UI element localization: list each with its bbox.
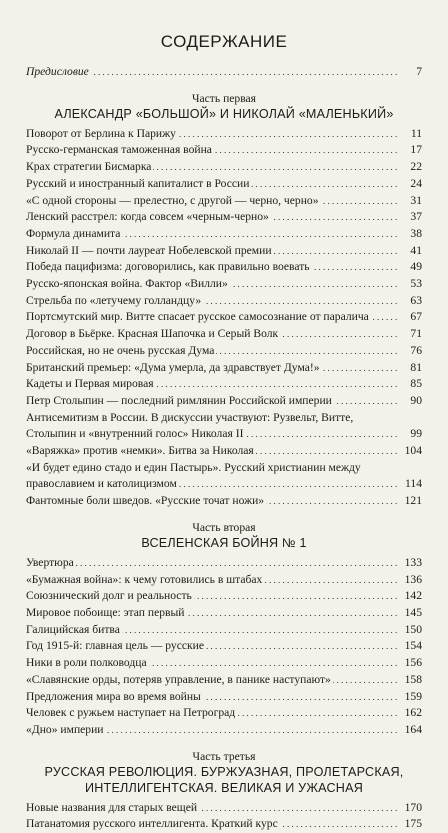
- toc-entry-page: 7: [414, 64, 422, 81]
- toc-entry: [26, 816, 422, 833]
- toc-entry-page: 136: [403, 572, 422, 589]
- toc-entry-text: «Бумажная война»: к чему готовились в штабах: [26, 572, 263, 586]
- toc-entry-text: Антисемитизм в России. В дискуссии участвуют: Рузвельт, Витте, Столыпин и «внутренний голос» Николая II: [26, 410, 354, 441]
- toc-entry-text: Кадеты и Первая мировая: [26, 377, 154, 391]
- toc-entry-text: Предложения мира во время войны: [26, 689, 201, 703]
- toc-entry: [26, 555, 422, 572]
- toc-entry-page: 67: [408, 309, 422, 326]
- toc-entry-page: 63: [408, 293, 422, 310]
- toc-entry-page: 133: [403, 555, 422, 572]
- toc-entry-page: 158: [403, 672, 422, 689]
- toc-entry-page: 154: [403, 638, 422, 655]
- toc-entry: [26, 243, 422, 260]
- toc-entry-text: Петр Столыпин — последний римлянин Российской империи: [26, 393, 332, 407]
- part-title: РУССКАЯ РЕВОЛЮЦИЯ. БУРЖУАЗНАЯ, ПРОЛЕТАРСКАЯ, ИНТЕЛЛИГЕНТСКАЯ. ВЕЛИКАЯ И УЖАСНАЯ: [44, 764, 404, 795]
- toc-entry-page: 145: [403, 605, 422, 622]
- part-label: Часть первая: [191, 91, 257, 105]
- toc-entry-text: Крах стратегии Бисмарка: [26, 160, 152, 174]
- toc-entry: [26, 376, 422, 393]
- toc-entry: [26, 638, 422, 655]
- toc-entry-page: 85: [408, 376, 422, 393]
- toc-entry-text: Ленский расстрел: когда совсем «черным-черно»: [26, 210, 269, 224]
- toc-entry: [26, 800, 422, 817]
- toc-entry-text: Русско-германская таможенная война: [26, 143, 212, 157]
- toc-entry-text: Стрельба по «летучему голландцу»: [26, 293, 202, 307]
- toc-entry-text: Британский премьер: «Дума умерла, да здравствует Дума!»: [26, 360, 320, 374]
- toc-entry: [26, 410, 422, 443]
- toc-entry: [26, 276, 422, 293]
- toc-entry-text: Русский и иностранный капиталист в России: [26, 176, 250, 190]
- toc-entry-page: 71: [408, 326, 422, 343]
- toc-parts: [26, 91, 422, 833]
- toc-entry: [26, 360, 422, 377]
- toc-entry: [26, 493, 422, 510]
- toc-entry-page: 156: [403, 655, 422, 672]
- toc-entry: [26, 588, 422, 605]
- toc-entry-text: Патанатомия русского интеллигента. Краткий курс: [26, 817, 278, 831]
- toc-entry: [26, 460, 422, 493]
- toc-entry-page: 142: [403, 588, 422, 605]
- toc-entry: [26, 689, 422, 706]
- toc-entry: [26, 326, 422, 343]
- toc-entry-text: «Славянские орды, потеряв управление, в панике наступают»: [26, 672, 331, 686]
- toc-entry: [26, 259, 422, 276]
- toc-entry: [26, 309, 422, 326]
- toc-entry: [26, 293, 422, 310]
- toc-entry-text: Российская, но не очень русская Дума: [26, 343, 215, 357]
- toc-entry-page: 24: [408, 176, 422, 193]
- toc-entry: [26, 705, 422, 722]
- toc-entry-page: 104: [403, 443, 422, 460]
- toc-entry: [26, 126, 422, 143]
- toc-entry-page: 175: [403, 816, 422, 833]
- toc-entry-page: 162: [403, 705, 422, 722]
- toc-entry-page: 41: [408, 243, 422, 260]
- toc-entry-page: 49: [408, 259, 422, 276]
- toc-entry-page: 99: [408, 426, 422, 443]
- toc-entry-text: Мировое побоище: этап первый: [26, 605, 185, 619]
- toc-entry-page: 38: [408, 226, 422, 243]
- toc-entry: [26, 443, 422, 460]
- toc-entry-page: 121: [403, 493, 422, 510]
- toc-entry: [26, 672, 422, 689]
- toc-entry-page: 81: [408, 360, 422, 377]
- part-title: ВСЕЛЕНСКАЯ БОЙНЯ № 1: [141, 535, 307, 550]
- toc-entry-text: Ники в роли полководца: [26, 656, 147, 670]
- toc-entry: [26, 209, 422, 226]
- part-label: Часть вторая: [192, 520, 256, 534]
- toc-entry-page: 17: [408, 142, 422, 159]
- toc-entry-text: Год 1915-й: главная цель — русские: [26, 639, 204, 653]
- toc-entry: [26, 159, 422, 176]
- toc-entry-text: Поворот от Берлина к Парижу: [26, 126, 176, 140]
- toc-entry-text: Союзнический долг и реальность: [26, 589, 192, 603]
- part-title: АЛЕКСАНДР «БОЛЬШОЙ» И НИКОЛАЙ «МАЛЕНЬКИЙ»: [54, 106, 394, 121]
- part-label: Часть третья: [192, 749, 256, 763]
- toc-entry-text: Русско-японская война. Фактор «Вилли»: [26, 277, 228, 291]
- toc-entry: [26, 226, 422, 243]
- toc-entry: [26, 176, 422, 193]
- toc-entry: [26, 393, 422, 410]
- toc-entry: [26, 605, 422, 622]
- toc-entry: [26, 722, 422, 739]
- toc-entry-page: 31: [408, 193, 422, 210]
- page-title: СОДЕРЖАНИЕ: [160, 32, 288, 51]
- toc-entry-text: «С одной стороны — прелестно, с другой — черно, черно»: [26, 193, 319, 207]
- toc-entry-text: «Варяжка» против «немки». Битва за Николая: [26, 444, 254, 458]
- toc-entry-page: 22: [408, 159, 422, 176]
- toc-entry-text: Договор в Бьёрке. Красная Шапочка и Серый Волк: [26, 327, 279, 341]
- toc-entry-text: Победа пацифизма: договорились, как правильно воевать: [26, 260, 310, 274]
- toc-entry-page: 90: [408, 393, 422, 410]
- toc-entry-text: Николай II — почти лауреат Нобелевской премии: [26, 243, 272, 257]
- toc-entry-page: 53: [408, 276, 422, 293]
- toc-entry-page: 11: [409, 126, 422, 143]
- toc-entry: [26, 142, 422, 159]
- toc-entry: [26, 572, 422, 589]
- toc-entry-preface: [26, 64, 422, 81]
- toc-entry-text: Предисловие: [26, 65, 89, 78]
- toc-entry-page: 76: [408, 343, 422, 360]
- toc-entry-page: 159: [403, 689, 422, 706]
- toc-entry-text: «И будет едино стадо и един Пастырь». Русский христианин между православием и католицизмом: [26, 460, 361, 491]
- toc-entry-text: Фантомные боли шведов. «Русские точат ножи»: [26, 494, 265, 508]
- toc-entry-text: Формула динамита: [26, 226, 121, 240]
- toc-entry-text: Новые названия для старых вещей: [26, 800, 198, 814]
- toc-entry-page: 164: [403, 722, 422, 739]
- table-of-contents: [26, 64, 422, 833]
- toc-entry-text: Галицийская битва: [26, 622, 120, 636]
- toc-entry-text: Портсмутский мир. Витте спасает русское самосознание от паралича: [26, 310, 369, 324]
- toc-entry-page: 37: [408, 209, 422, 226]
- toc-entry-text: «Дно» империи: [26, 722, 104, 736]
- toc-entry-page: 150: [403, 622, 422, 639]
- toc-entry-page: 170: [403, 800, 422, 817]
- toc-entry-page: 114: [403, 476, 422, 493]
- toc-entry: [26, 343, 422, 360]
- toc-entry: [26, 655, 422, 672]
- toc-entry-text: Увертюра: [26, 555, 74, 569]
- toc-entry: [26, 193, 422, 210]
- toc-entry-text: Человек с ружьем наступает на Петроград: [26, 706, 236, 720]
- toc-entry: [26, 622, 422, 639]
